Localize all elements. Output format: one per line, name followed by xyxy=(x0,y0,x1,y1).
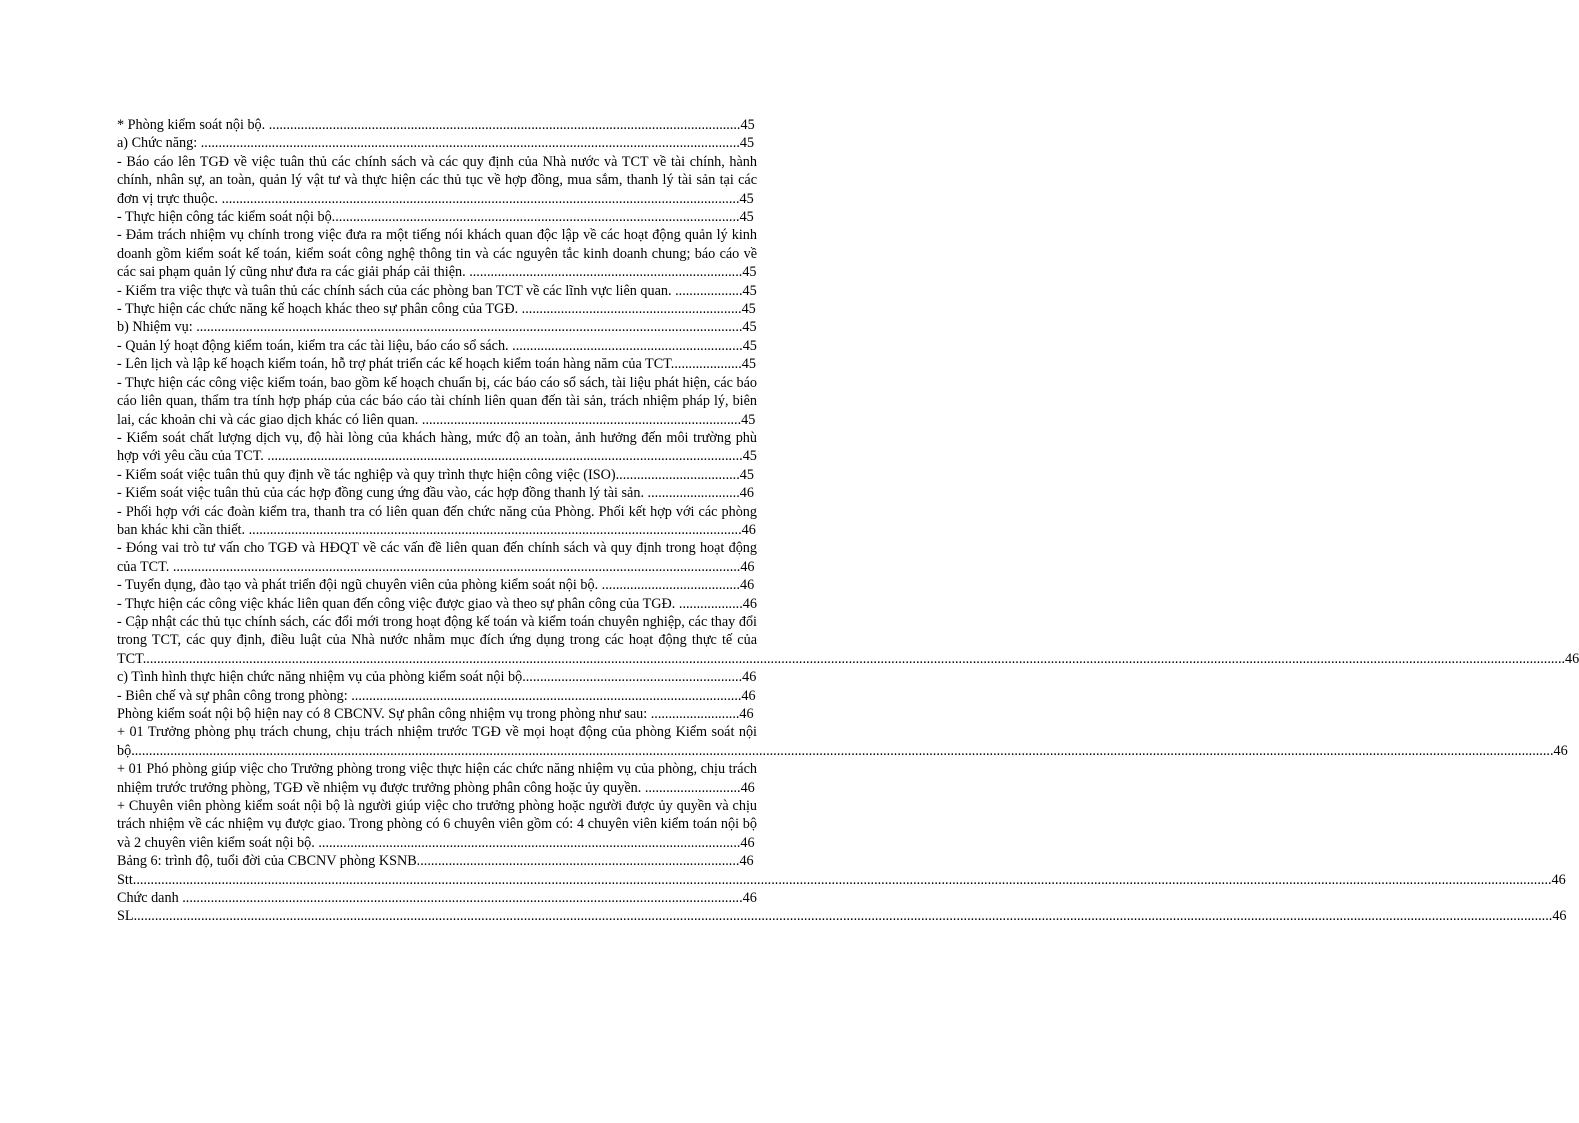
toc-entry-text: - Lên lịch và lập kế hoạch kiểm toán, hỗ trợ phát triển các kế hoạch kiểm toán hàng năm của TCT. xyxy=(117,356,675,373)
toc-entry[interactable] xyxy=(117,337,757,355)
toc-page-number: 46 xyxy=(1553,742,1568,759)
toc-entry[interactable] xyxy=(117,668,757,686)
toc-entry-text: - Phối hợp với các đoàn kiểm tra, thanh tra có liên quan đến chức năng của Phòng. Phối kết hợp với các phòng ban khác khi cần thiết. xyxy=(117,503,757,538)
toc-page-number: 46 xyxy=(739,706,754,722)
toc-entry-text: - Báo cáo lên TGĐ về việc tuân thủ các chính sách và các quy định của Nhà nước và TCT về tài chính, hành chính, nhân sự, an toàn, quản lý vật tư và thực hiện các thủ tục về hợp đồng, mua sắm, thanh lý tài sản tại các đơn vị trực thuộc. xyxy=(117,153,757,207)
dot-leader: ..................................................................................................................................... xyxy=(268,117,741,133)
dot-leader: .......................................................................................... xyxy=(421,411,742,428)
toc-page-number: 45 xyxy=(740,117,755,133)
dot-leader: .......................... xyxy=(647,485,740,502)
toc-entry[interactable] xyxy=(117,576,757,594)
dot-leader: ................................................................................................................................................................................................................................................................................................................................................................................................................ xyxy=(146,650,1566,667)
dot-leader: ...................................................................................................................................... xyxy=(267,448,743,465)
toc-entry[interactable] xyxy=(117,429,757,466)
dot-leader: ............................................................................. xyxy=(469,264,743,281)
toc-entry[interactable] xyxy=(117,374,757,429)
toc-page-number: 45 xyxy=(739,466,754,483)
toc-page-number: 46 xyxy=(741,687,756,704)
toc-entry-text: SL xyxy=(117,908,134,925)
toc-page-number: 45 xyxy=(739,135,755,152)
toc-entry-text: Phòng kiểm soát nội bộ hiện nay có 8 CBCNV. Sự phân công nhiệm vụ trong phòng như sau: . xyxy=(117,706,655,722)
toc-entry-text: - Đảm trách nhiệm vụ chính trong việc đưa ra một tiếng nói khách quan độc lập về các hoạt động quản lý kinh doanh gồm kiểm soát kế toán, kiểm soát công nghệ thông tin và các nguyên tắc kinh doanh chung; báo cáo về các sai phạm quản lý cũng như đưa ra các giải pháp cải thiện. xyxy=(117,227,757,281)
dot-leader: ................... xyxy=(674,356,742,373)
toc-page-number: 45 xyxy=(739,209,754,226)
toc-entry-text: b) Nhiệm vụ: xyxy=(117,319,197,336)
dot-leader: ........................................................................................................................................... xyxy=(248,521,742,538)
toc-entry[interactable] xyxy=(117,723,1568,760)
toc-entry[interactable] xyxy=(117,134,757,152)
toc-entry-text: - Kiểm soát việc tuân thủ của các hợp đồng cung ứng đầu vào, các hợp đồng thanh lý tài sản. xyxy=(117,485,648,502)
dot-leader: ........................................................................................................................................................ xyxy=(200,135,740,152)
toc-entry-text: - Tuyển dụng, đào tạo và phát triển đội ngũ chuyên viên của phòng kiểm soát nội bộ. xyxy=(117,577,602,594)
dot-leader: ............................................................. xyxy=(525,669,743,686)
dot-leader: ........................... xyxy=(644,779,741,796)
dot-leader: ................................................................. xyxy=(512,337,743,354)
toc-page-number: 46 xyxy=(1552,908,1567,925)
dot-leader: ................................... xyxy=(615,466,740,483)
toc-page-number: 46 xyxy=(740,834,755,851)
toc-entry-text: * Phòng kiểm soát nội bộ. xyxy=(117,117,269,133)
toc-entry-text: - Quản lý hoạt động kiểm toán, kiểm tra các tài liệu, báo cáo sổ sách. xyxy=(117,337,513,354)
toc-entry[interactable] xyxy=(117,466,757,484)
toc-entry[interactable] xyxy=(117,226,757,281)
toc-entry[interactable] xyxy=(117,687,757,705)
toc-entry[interactable] xyxy=(117,300,757,318)
dot-leader: .............................................................................................................................................................. xyxy=(182,890,743,907)
dot-leader: ................................................................................................................................................................................................................................................................................................................................................................................................................ xyxy=(132,871,1552,888)
toc-page-number: 45 xyxy=(739,190,754,207)
toc-page-number: 46 xyxy=(742,595,757,612)
toc-entry-text: - Kiểm tra việc thực và tuân thủ các chính sách của các phòng ban TCT về các lĩnh vực liên quan. xyxy=(117,282,676,299)
dot-leader: ....................................................................................................................... xyxy=(318,834,741,851)
dot-leader: ................................................................................................................................................................ xyxy=(172,558,741,575)
toc-page-number: 46 xyxy=(740,779,755,796)
toc-entry[interactable] xyxy=(117,705,757,723)
toc-entry[interactable] xyxy=(117,355,757,373)
dot-leader: ....................................... xyxy=(601,577,740,594)
toc-entry-text: Stt xyxy=(117,871,133,888)
toc-entry-text: Bảng 6: trình độ, tuổi đời của CBCNV phòng KSNB xyxy=(117,853,417,870)
dot-leader: ................................................................................................................................................................................................................................................................................................................................................................................................................ xyxy=(134,742,1554,759)
toc-entry[interactable] xyxy=(117,871,1566,889)
toc-page-number: 46 xyxy=(739,485,754,502)
toc-entry[interactable] xyxy=(117,282,757,300)
toc-page-number: 46 xyxy=(740,577,755,594)
dot-leader: ................................................................................................................................................................................................................................................................................................................................................................................................................ xyxy=(133,908,1553,925)
toc-page xyxy=(117,116,1579,926)
toc-entry-text: - Thực hiện công tác kiểm soát nội bộ xyxy=(117,209,332,226)
toc-page-number: 46 xyxy=(1551,871,1566,888)
toc-entry[interactable] xyxy=(117,907,1567,925)
toc-entry-text: a) Chức năng: xyxy=(117,135,201,152)
toc-page-number: 45 xyxy=(741,301,756,318)
toc-entry[interactable] xyxy=(117,153,757,208)
toc-page-number: 45 xyxy=(741,411,756,428)
toc-page-number: 45 xyxy=(742,319,757,336)
toc-entry[interactable] xyxy=(117,539,757,576)
toc-entry-text: - Kiểm soát việc tuân thủ quy định về tác nghiệp và quy trình thực hiện công việc (ISO) xyxy=(117,466,616,483)
toc-entry-text: + Chuyên viên phòng kiểm soát nội bộ là người giúp việc cho trưởng phòng hoặc người được ủy quyền và chịu trách nhiệm về các nhiệm vụ được giao. Trong phòng có 6 chuyên viên gồm có: 4 chuyên viên kiểm toán nội bộ và 2 chuyên viên kiểm soát nội bộ. xyxy=(117,798,757,851)
toc-page-number: 46 xyxy=(742,669,757,686)
dot-leader: .......................................................................................................................................................... xyxy=(196,319,743,336)
toc-page-number: 45 xyxy=(742,282,757,299)
toc-entry[interactable] xyxy=(117,208,757,226)
toc-page-number: 45 xyxy=(742,448,757,465)
toc-entry-text: Chức danh xyxy=(117,890,183,907)
dot-leader: .............................................................. xyxy=(521,301,742,318)
toc-entry-text: - Thực hiện các công việc kiểm toán, bao gồm kế hoạch chuẩn bị, các báo cáo sổ sách, tài liệu phát hiện, các báo cáo liên quan, thẩm tra tính hợp pháp của các báo cáo tài chính liên quan đến tài sản, trách nhiệm pháp lý, biên lai, các khoản chi và các giao dịch khác có liên quan. xyxy=(117,374,757,428)
dot-leader: ................... xyxy=(675,282,743,299)
dot-leader: ................................................................................................................... xyxy=(331,209,740,226)
toc-entry[interactable] xyxy=(117,852,757,870)
toc-entry-text: c) Tình hình thực hiện chức năng nhiệm vụ của phòng kiểm soát nội bộ. xyxy=(117,669,526,686)
toc-entry-text: + 01 Trưởng phòng phụ trách chung, chịu trách nhiệm trước TGĐ về mọi hoạt động của phòng Kiểm soát nội bộ. xyxy=(117,724,757,759)
toc-entry-text: - Đóng vai trò tư vấn cho TGĐ và HĐQT về các vấn đề liên quan đến chính sách và quy định trong hoạt động của TCT. xyxy=(117,540,757,575)
toc-page-number: 46 xyxy=(1565,650,1579,667)
toc-entry-text: - Biên chế và sự phân công trong phòng: xyxy=(117,687,352,704)
dot-leader: ........................ xyxy=(654,706,740,722)
toc-entry[interactable] xyxy=(117,116,757,134)
toc-entry[interactable] xyxy=(117,889,757,907)
toc-entry[interactable] xyxy=(117,503,757,540)
toc-entry[interactable] xyxy=(117,484,757,502)
toc-page-number: 46 xyxy=(742,890,757,907)
dot-leader: .................. xyxy=(678,595,743,612)
toc-entry[interactable] xyxy=(117,760,757,797)
toc-page-number: 46 xyxy=(741,521,756,538)
toc-page-number: 46 xyxy=(740,558,755,575)
toc-entry[interactable] xyxy=(117,318,757,336)
toc-entry[interactable] xyxy=(117,797,757,852)
toc-entry-text: - Cập nhật các thủ tục chính sách, các đổi mới trong hoạt động kế toán và kiểm toán chuyên nghiệp, các thay đổi trong TCT, các quy định, điều luật của Nhà nước nhằm mục đích ứng dụng trong các hoạt động thực tế của TCT. xyxy=(117,613,757,667)
toc-entry[interactable] xyxy=(117,595,757,613)
dot-leader: .................................................................................................................................................. xyxy=(221,190,740,207)
dot-leader: ........................................................................................... xyxy=(416,853,740,870)
toc-entry-text: - Thực hiện các công việc khác liên quan đến công việc được giao và theo sự phân công của TGĐ. xyxy=(117,595,679,612)
toc-page-number: 45 xyxy=(742,337,757,354)
toc-page-number: 45 xyxy=(742,264,757,281)
toc-page-number: 45 xyxy=(741,356,756,373)
toc-entry-text: - Thực hiện các chức năng kế hoạch khác theo sự phân công của TGĐ. xyxy=(117,301,522,318)
toc-entry[interactable] xyxy=(117,613,1579,668)
toc-entry-text: - Kiểm soát chất lượng dịch vụ, độ hài lòng của khách hàng, mức độ an toàn, ảnh hưởng đến môi trường phù hợp với yêu cầu của TCT. xyxy=(117,429,757,465)
toc-page-number: 46 xyxy=(739,853,754,870)
dot-leader: .............................................................................................................. xyxy=(351,687,742,704)
toc-entry-text: + 01 Phó phòng giúp việc cho Trưởng phòng trong việc thực hiện các chức năng nhiệm vụ của phòng, chịu trách nhiệm trước trưởng phòng, TGĐ về nhiệm vụ được trưởng phòng phân công hoặc ủy quyền. xyxy=(117,761,757,796)
